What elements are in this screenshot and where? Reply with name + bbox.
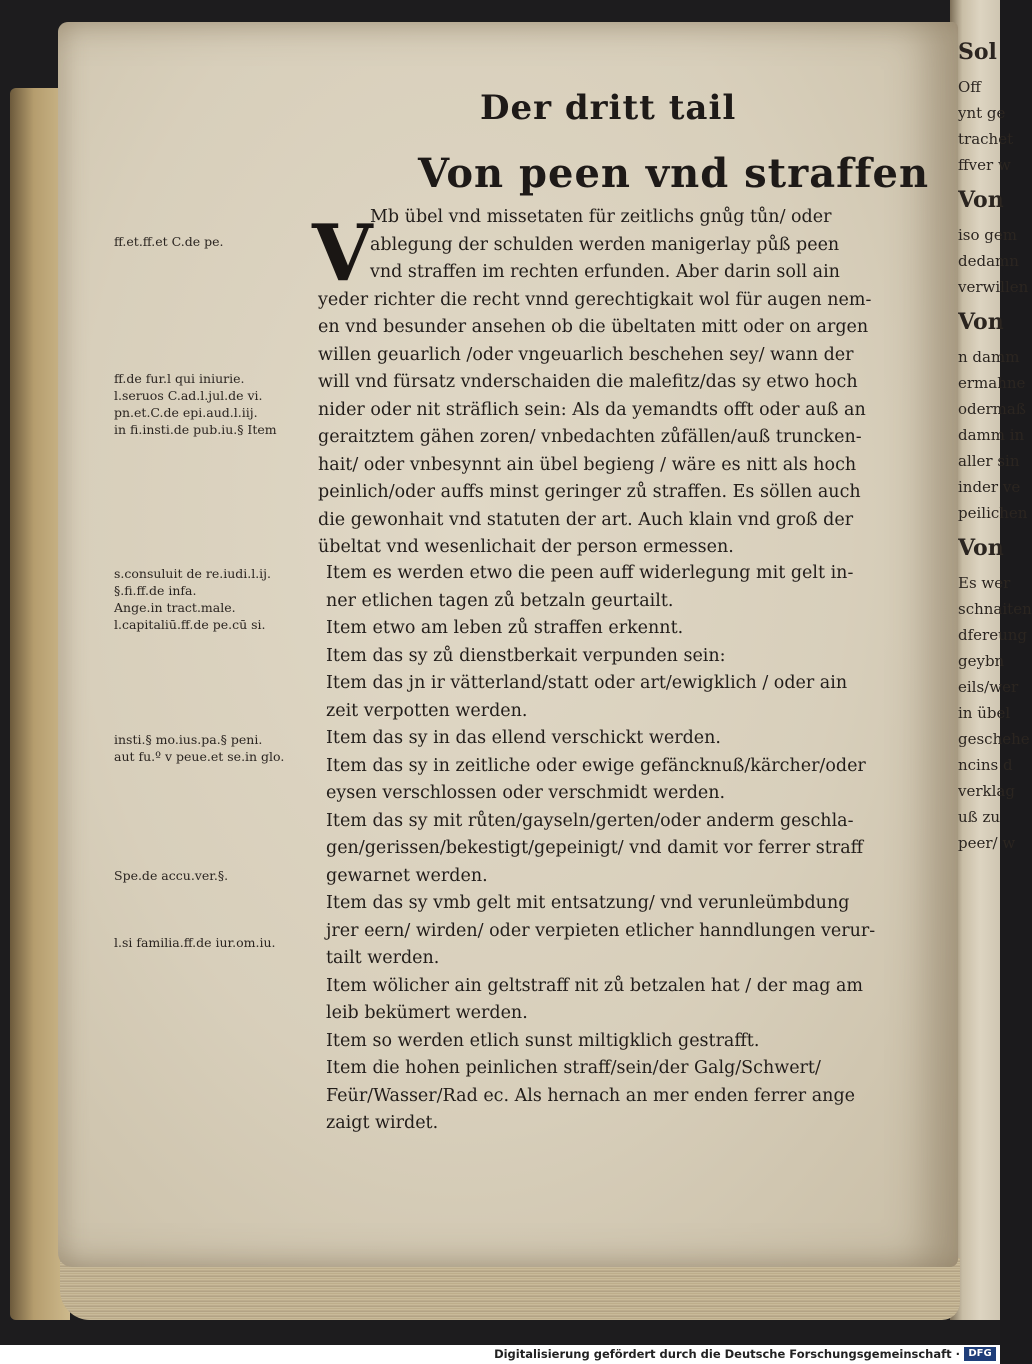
margin-note-line: ff.de fur.l qui iniurie. xyxy=(114,371,245,386)
intro-paragraph xyxy=(318,204,893,562)
intro-line: ablegung der schulden werden manigerlay půß peen xyxy=(370,234,840,255)
facing-page-fragment: eils/wer xyxy=(958,678,1019,696)
item-line: Item das sy in das ellend verschickt werden. xyxy=(326,728,721,748)
drop-cap: V xyxy=(312,208,373,299)
chapter-title: Von peen vnd straffen xyxy=(418,150,930,197)
item-line: gewarnet werden. xyxy=(326,865,488,886)
margin-note-line: aut fu.º v peue.et se.in glo. xyxy=(114,749,285,764)
running-head: Der dritt tail xyxy=(480,88,737,128)
margin-note-line: §.fi.ff.de infa. xyxy=(114,583,197,598)
margin-note-line: s.consuluit de re.iudi.l.ij. xyxy=(114,566,272,581)
intro-line: will vnd fürsatz vnderschaiden die malefitz/das sy etwo hoch xyxy=(318,372,858,392)
item-line: Item die hohen peinlichen straff/sein/der Galg/Schwert/ xyxy=(326,1058,821,1078)
item-line: Item etwo am leben zů straffen erkennt. xyxy=(326,618,684,638)
margin-note xyxy=(114,867,228,884)
facing-page-fragment: iso gem xyxy=(958,226,1017,244)
facing-page-fragment: aller sin xyxy=(958,452,1020,470)
intro-line: yeder richter die recht vnnd gerechtigkait wol für augen nem- xyxy=(318,289,872,310)
item-line: eysen verschlossen oder verschmidt werden. xyxy=(326,783,726,803)
margin-note xyxy=(114,934,276,951)
intro-line: en vnd besunder ansehen ob die übeltaten mitt oder on argen xyxy=(318,317,869,337)
item-line: zaigt wirdet. xyxy=(326,1113,439,1133)
item-line: Item das sy zů dienstberkait verpunden sein: xyxy=(326,645,726,666)
facing-page-fragment: n damm xyxy=(958,348,1020,366)
item-list xyxy=(326,560,896,1138)
intro-line: vnd straffen im rechten erfunden. Aber darin soll ain xyxy=(370,262,840,282)
intro-line: willen geuarlich /oder vngeuarlich beschehen sey/ wann der xyxy=(318,344,854,365)
page-stack xyxy=(60,1258,960,1320)
facing-page-fragment: peer/ w xyxy=(958,834,1016,852)
intro-line: hait/ oder vnbesynnt ain übel begieng / wäre es nitt als hoch xyxy=(318,454,857,475)
item-line: Feür/Wasser/Rad ec. Als hernach an mer enden ferrer ange xyxy=(326,1085,855,1106)
footer-credit: Digitalisierung gefördert durch die Deutsche Forschungsgemeinschaft · xyxy=(494,1347,960,1361)
item-line: ner etlichen tagen zů betzaln geurtailt. xyxy=(326,590,674,611)
item-line: Item das sy mit růten/gayseln/gerten/oder anderm geschla- xyxy=(326,810,854,831)
facing-page-fragment: ncins d xyxy=(958,756,1013,774)
facing-page-fragment: ffver w xyxy=(958,156,1011,174)
facing-page-fragment: Von xyxy=(958,535,1004,561)
facing-page-fragment: schnaiten xyxy=(958,600,1032,618)
intro-line: Mb übel vnd missetaten für zeitlichs gnůg tůn/ oder xyxy=(370,207,832,227)
intro-line: die gewonhait vnd statuten der art. Auch klain vnd groß der xyxy=(318,509,854,530)
margin-note xyxy=(114,565,271,633)
item-line: Item wölicher ain geltstraff nit zů betzalen hat / der mag am xyxy=(326,975,863,996)
item-line: jrer eern/ wirden/ oder verpieten etlicher hanndlungen verur- xyxy=(326,920,876,941)
margin-note-line: Spe.de accu.ver.§. xyxy=(114,868,229,883)
item-line: leib bekümert werden. xyxy=(326,1003,528,1023)
facing-page-fragment: geybn xyxy=(958,652,1005,670)
margin-note-line: in fi.insti.de pub.iu.§ Item xyxy=(114,422,277,437)
item-line: Item es werden etwo die peen auff widerlegung mit gelt in- xyxy=(326,563,854,583)
item-line: tailt werden. xyxy=(326,948,440,968)
intro-line: peinlich/oder auffs minst geringer zů straffen. Es söllen auch xyxy=(318,482,861,502)
facing-page-fragment: damm in xyxy=(958,426,1025,444)
facing-page-fragment: dedamn xyxy=(958,252,1019,270)
dfg-logo-icon: DFG xyxy=(964,1347,996,1361)
facing-page-fragment: dfereung xyxy=(958,626,1028,644)
intro-line: geraitztem gähen zoren/ vnbedachten zůfällen/auß truncken- xyxy=(318,427,862,447)
facing-page-fragment: uß zu xyxy=(958,808,1001,826)
margin-note-line: ff.et.ff.et C.de pe. xyxy=(114,234,224,249)
footer-bar xyxy=(0,1345,1000,1364)
facing-page-fragment: inder ve xyxy=(958,478,1021,496)
facing-page-fragment: geschehe xyxy=(958,730,1030,748)
margin-note-line: l.capitaliū.ff.de pe.cū si. xyxy=(114,617,266,632)
facing-page-fragment: odermaß xyxy=(958,400,1026,418)
margin-note-line: pn.et.C.de epi.aud.l.iij. xyxy=(114,405,258,420)
intro-line: übeltat vnd wesenlichait der person ermessen. xyxy=(318,537,734,557)
item-line: Item das sy in zeitliche oder ewige gefäncknuß/kärcher/oder xyxy=(326,755,866,776)
margin-note-line: Ange.in tract.male. xyxy=(114,600,236,615)
facing-page-fragment: trachet xyxy=(958,130,1014,148)
margin-note xyxy=(114,731,284,765)
facing-page-text xyxy=(958,30,1032,856)
item-line: zeit verpotten werden. xyxy=(326,700,528,721)
facing-page-fragment: in übel xyxy=(958,704,1011,722)
facing-page-fragment: ermahne xyxy=(958,374,1026,392)
facing-page-fragment: Es wer xyxy=(958,574,1011,592)
item-line: Item das sy vmb gelt mit entsatzung/ vnd verunleümbdung xyxy=(326,893,850,913)
margin-note xyxy=(114,233,223,250)
margin-note xyxy=(114,370,277,438)
facing-page-fragment: verwillen xyxy=(958,278,1029,296)
facing-page-fragment: Von xyxy=(958,309,1004,335)
margin-note-line: l.seruos C.ad.l.jul.de vi. xyxy=(114,388,263,403)
margin-note-line: l.si familia.ff.de iur.om.iu. xyxy=(114,935,276,950)
facing-page-fragment: ynt ge xyxy=(958,104,1006,122)
facing-page-fragment: peilichen xyxy=(958,504,1028,522)
item-line: gen/gerissen/bekestigt/gepeinigt/ vnd damit vor ferrer straff xyxy=(326,838,864,858)
facing-page-fragment: verklag xyxy=(958,782,1015,800)
facing-page-fragment: Off xyxy=(958,78,981,96)
facing-page-fragment: Sol xyxy=(958,39,997,65)
margin-note-line: insti.§ mo.ius.pa.§ peni. xyxy=(114,732,263,747)
intro-line: nider oder nit sträflich sein: Als da yemandts offt oder auß an xyxy=(318,399,866,420)
facing-page-fragment: Von xyxy=(958,187,1004,213)
item-line: Item das jn ir vätterland/statt oder art/ewigklich / oder ain xyxy=(326,673,848,693)
item-line: Item so werden etlich sunst miltigklich gestrafft. xyxy=(326,1030,760,1051)
